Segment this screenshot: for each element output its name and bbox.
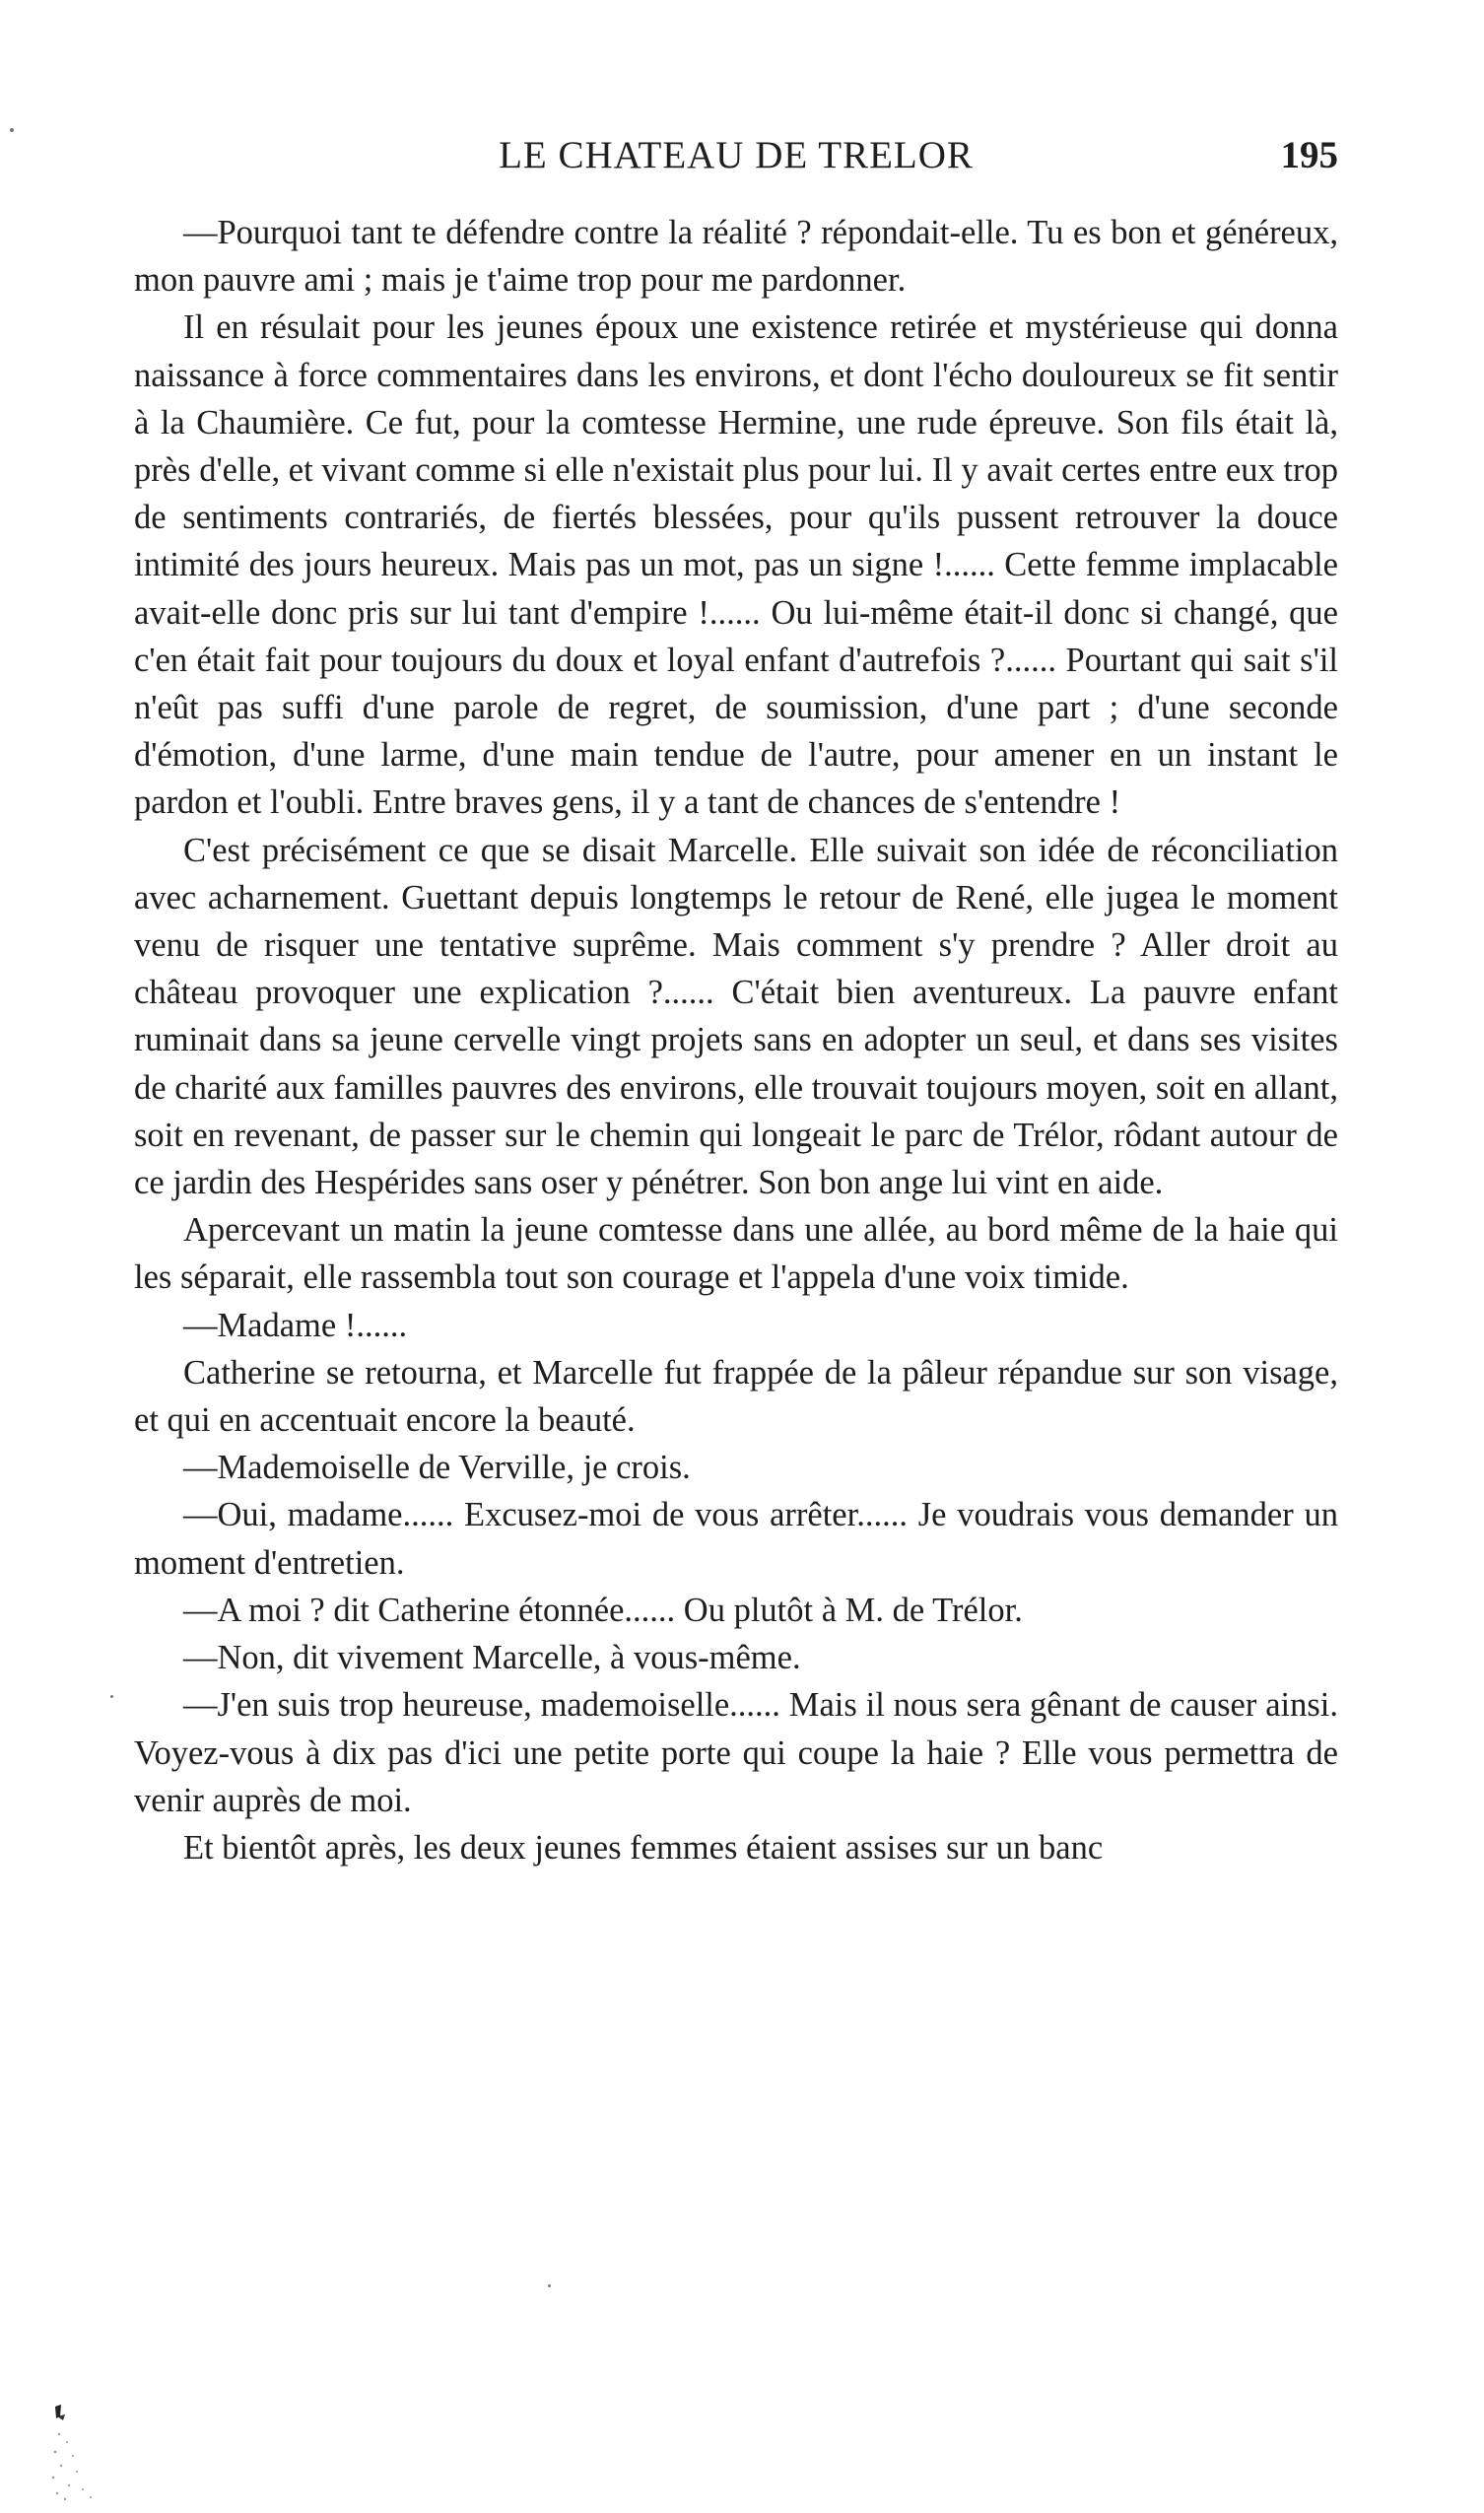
scan-speck bbox=[10, 128, 14, 132]
running-title: LE CHATEAU DE TRELOR bbox=[499, 134, 974, 176]
paragraph: Il en résulait pour les jeunes époux une existence retirée et mystérieuse qui donna naissance à force commentaires dans les environs, et dont l'écho douloureux se fit sentir à la Chaumière. Ce fut, pour la comtesse Hermine, une rude épreuve. Son fils était là, près d'elle, et vivant comme si elle n'existait plus pour lui. Il y avait certes entre eux trop de sentiments contrariés, de fiertés blessées, pour qu'ils pussent retrouver la douce intimité des jours heureux. Mais pas un mot, pas un signe !...... Cette femme implacable avait-elle donc pris sur lui tant d'empire !...... Ou lui-même était-il donc si changé, que c'en était fait pour toujours du doux et loyal enfant d'autrefois ?...... Pourtant qui sait s'il n'eût pas suffi d'une parole de regret, de soumission, d'une part ; d'une seconde d'émotion, d'une larme, d'une main tendue de l'autre, pour amener en un instant le pardon et l'oubli. Entre braves gens, il y a tant de chances de s'entendre ! bbox=[134, 308, 1338, 822]
running-head bbox=[134, 126, 1338, 185]
body-text bbox=[134, 209, 1338, 1871]
scan-speck bbox=[548, 2284, 551, 2287]
paragraph: —A moi ? dit Catherine étonnée...... Ou plutôt à M. de Trélor. bbox=[183, 1591, 1023, 1629]
paragraph: Et bientôt après, les deux jeunes femmes étaient assises sur un banc bbox=[183, 1828, 1104, 1867]
paragraph: —Non, dit vivement Marcelle, à vous-même. bbox=[183, 1639, 801, 1677]
paragraph: Catherine se retourna, et Marcelle fut frappée de la pâleur répandue sur son visage, et qui en accentuait encore la beauté. bbox=[134, 1353, 1338, 1440]
paragraph: —Oui, madame...... Excusez-moi de vous arrêter...... Je voudrais vous demander un moment d'entretien. bbox=[134, 1496, 1338, 1582]
paragraph: Apercevant un matin la jeune comtesse dans une allée, au bord même de la haie qui les séparait, elle rassembla tout son courage et l'appela d'une voix timide. bbox=[134, 1211, 1338, 1297]
paragraph: —Mademoiselle de Verville, je crois. bbox=[183, 1449, 691, 1487]
paragraph: C'est précisément ce que se disait Marcelle. Elle suivait son idée de réconciliation avec acharnement. Guettant depuis longtemps le retour de René, elle jugea le moment venu de risquer une tentative suprême. Mais comment s'y prendre ? Aller droit au château provoquer une explication ?...... C'était bien aventureux. La pauvre enfant ruminait dans sa jeune cervelle vingt projets sans en adopter un seul, et dans ses visites de charité aux familles pauvres des environs, elle trouvait toujours moyen, soit en allant, soit en revenant, de passer sur le chemin qui longeait le parc de Trélor, rôdant autour de ce jardin des Hespérides sans oser y pénétrer. Son bon ange lui vint en aide. bbox=[134, 831, 1338, 1202]
scan-edge-noise bbox=[47, 2395, 136, 2503]
page-number: 195 bbox=[1280, 134, 1338, 176]
scan-speck bbox=[110, 1695, 113, 1698]
paragraph: —Madame !...... bbox=[183, 1306, 408, 1344]
paragraph: —Pourquoi tant te défendre contre la réalité ? répondait-elle. Tu es bon et généreux, mon pauvre ami ; mais je t'aime trop pour me pardonner. bbox=[134, 214, 1338, 300]
paragraph: —J'en suis trop heureuse, mademoiselle...... Mais il nous sera gênant de causer ainsi. Voyez-vous à dix pas d'ici une petite porte qui coupe la haie ? Elle vous permettra de venir auprès de moi. bbox=[134, 1686, 1338, 1819]
